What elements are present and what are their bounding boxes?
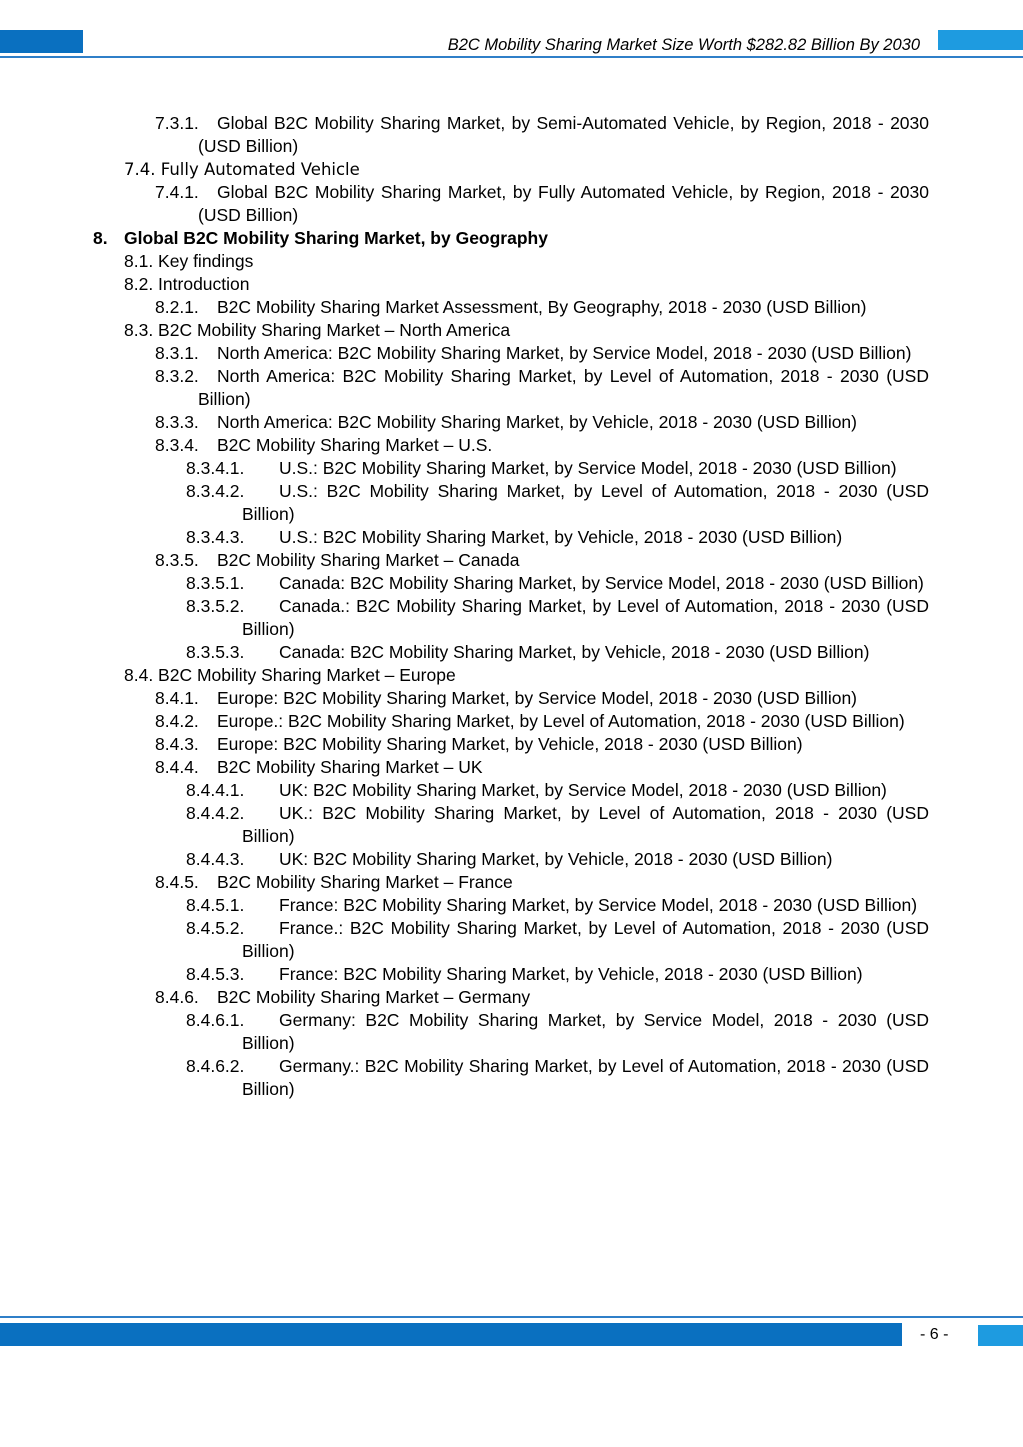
toc-entry-text: U.S.: B2C Mobility Sharing Market, by Level of Automation, 2018 - 2030 (USD Billion)	[242, 481, 929, 524]
toc-entry-text: North America: B2C Mobility Sharing Market, by Service Model, 2018 - 2030 (USD Billion)	[217, 343, 912, 363]
toc-entry	[0, 411, 929, 434]
table-of-contents	[0, 112, 1023, 1101]
toc-entry	[0, 112, 929, 158]
header-accent-left	[0, 30, 83, 53]
toc-entry	[0, 296, 929, 319]
toc-entry-number: 8.4.1.	[155, 688, 199, 708]
toc-entry	[0, 319, 929, 342]
toc-entry-text: B2C Mobility Sharing Market – Germany	[217, 987, 531, 1007]
toc-entry-text: UK: B2C Mobility Sharing Market, by Vehicle, 2018 - 2030 (USD Billion)	[279, 849, 833, 869]
toc-entry-text: Canada: B2C Mobility Sharing Market, by Vehicle, 2018 - 2030 (USD Billion)	[279, 642, 870, 662]
toc-entry	[0, 664, 929, 687]
toc-entry	[0, 641, 929, 664]
toc-entry-text: B2C Mobility Sharing Market – France	[217, 872, 513, 892]
toc-entry-number: 8.4.5.2.	[186, 918, 245, 938]
toc-entry-text: B2C Mobility Sharing Market – Canada	[217, 550, 520, 570]
toc-entry-number: 8.4.5.1.	[186, 895, 245, 915]
toc-entry-number: 8.4.3.	[155, 734, 199, 754]
toc-entry-number: 8.3.4.	[155, 435, 199, 455]
toc-entry-text: 8.1. Key findings	[124, 251, 254, 271]
toc-entry-text: Canada: B2C Mobility Sharing Market, by Service Model, 2018 - 2030 (USD Billion)	[279, 573, 924, 593]
toc-entry-number: 7.4.1.	[155, 182, 199, 202]
toc-entry-text: B2C Mobility Sharing Market – UK	[217, 757, 483, 777]
page-number: - 6 -	[920, 1326, 949, 1343]
toc-entry	[0, 526, 929, 549]
toc-entry	[0, 434, 929, 457]
toc-entry-text: Europe: B2C Mobility Sharing Market, by Service Model, 2018 - 2030 (USD Billion)	[217, 688, 858, 708]
toc-entry	[0, 250, 929, 273]
toc-entry-number: 7.3.1.	[155, 113, 199, 133]
toc-entry-text: Global B2C Mobility Sharing Market, by Geography	[124, 228, 548, 248]
toc-entry-number: 8.3.3.	[155, 412, 199, 432]
toc-entry	[0, 779, 929, 802]
toc-entry	[0, 1009, 929, 1055]
toc-entry-text: Germany.: B2C Mobility Sharing Market, by Level of Automation, 2018 - 2030 (USD Billion)	[242, 1056, 929, 1099]
toc-entry	[0, 227, 929, 250]
footer-rule	[0, 1316, 1023, 1318]
toc-entry-text: Canada.: B2C Mobility Sharing Market, by Level of Automation, 2018 - 2030 (USD Billion)	[242, 596, 929, 639]
toc-entry	[0, 158, 929, 181]
toc-entry	[0, 572, 929, 595]
toc-entry-text: France.: B2C Mobility Sharing Market, by Level of Automation, 2018 - 2030 (USD Billion)	[242, 918, 929, 961]
toc-entry	[0, 342, 929, 365]
toc-entry-number: 8.3.5.3.	[186, 642, 245, 662]
toc-entry	[0, 871, 929, 894]
toc-entry-text: North America: B2C Mobility Sharing Market, by Vehicle, 2018 - 2030 (USD Billion)	[217, 412, 857, 432]
toc-entry-number: 8.4.4.	[155, 757, 199, 777]
toc-entry-number: 8.3.5.1.	[186, 573, 245, 593]
toc-entry	[0, 963, 929, 986]
toc-entry-text: North America: B2C Mobility Sharing Market, by Level of Automation, 2018 - 2030 (USD Billion)	[198, 366, 929, 409]
toc-entry	[0, 181, 929, 227]
toc-entry	[0, 687, 929, 710]
toc-entry-text: UK.: B2C Mobility Sharing Market, by Level of Automation, 2018 - 2030 (USD Billion)	[242, 803, 929, 846]
toc-entry-text: France: B2C Mobility Sharing Market, by Service Model, 2018 - 2030 (USD Billion)	[279, 895, 918, 915]
toc-entry-number: 8.4.5.3.	[186, 964, 245, 984]
toc-entry	[0, 480, 929, 526]
toc-entry-number: 8.	[93, 228, 108, 248]
toc-entry-number: 8.4.4.1.	[186, 780, 245, 800]
toc-entry-text: UK: B2C Mobility Sharing Market, by Service Model, 2018 - 2030 (USD Billion)	[279, 780, 887, 800]
toc-entry-number: 8.3.4.3.	[186, 527, 245, 547]
toc-entry-number: 8.3.2.	[155, 366, 199, 386]
toc-entry	[0, 273, 929, 296]
header-accent-right	[938, 30, 1023, 50]
toc-entry-number: 8.3.5.	[155, 550, 199, 570]
toc-entry-number: 8.3.1.	[155, 343, 199, 363]
toc-entry	[0, 549, 929, 572]
header-rule	[0, 56, 1023, 58]
footer-bar	[0, 1323, 902, 1346]
toc-entry-number: 8.4.4.3.	[186, 849, 245, 869]
toc-entry-text: Global B2C Mobility Sharing Market, by Semi-Automated Vehicle, by Region, 2018 - 2030 (USD Billion)	[198, 113, 929, 156]
toc-entry	[0, 848, 929, 871]
toc-entry-text: 8.4. B2C Mobility Sharing Market – Europe	[124, 665, 456, 685]
toc-entry-text: B2C Mobility Sharing Market Assessment, By Geography, 2018 - 2030 (USD Billion)	[217, 297, 867, 317]
toc-entry	[0, 733, 929, 756]
toc-entry	[0, 917, 929, 963]
toc-entry	[0, 1055, 929, 1101]
toc-entry	[0, 365, 929, 411]
toc-entry	[0, 756, 929, 779]
toc-entry-text: 8.2. Introduction	[124, 274, 250, 294]
toc-entry	[0, 595, 929, 641]
toc-entry-text: Europe.: B2C Mobility Sharing Market, by Level of Automation, 2018 - 2030 (USD Billion)	[217, 711, 905, 731]
toc-entry-number: 8.3.5.2.	[186, 596, 245, 616]
toc-entry-text: U.S.: B2C Mobility Sharing Market, by Service Model, 2018 - 2030 (USD Billion)	[279, 458, 897, 478]
toc-entry-number: 8.3.4.1.	[186, 458, 245, 478]
toc-entry-text: Europe: B2C Mobility Sharing Market, by Vehicle, 2018 - 2030 (USD Billion)	[217, 734, 803, 754]
toc-entry-text: France: B2C Mobility Sharing Market, by Vehicle, 2018 - 2030 (USD Billion)	[279, 964, 863, 984]
toc-entry-text: 8.3. B2C Mobility Sharing Market – North America	[124, 320, 511, 340]
header-title: B2C Mobility Sharing Market Size Worth $282.82 Billion By 2030	[447, 36, 920, 54]
footer-accent-right	[978, 1325, 1023, 1346]
toc-entry-number: 8.4.6.	[155, 987, 199, 1007]
toc-entry-number: 8.4.6.2.	[186, 1056, 245, 1076]
toc-entry-number: 8.4.6.1.	[186, 1010, 245, 1030]
toc-entry	[0, 802, 929, 848]
toc-entry-number: 8.4.5.	[155, 872, 199, 892]
toc-entry-text: Germany: B2C Mobility Sharing Market, by Service Model, 2018 - 2030 (USD Billion)	[242, 1010, 929, 1053]
toc-entry	[0, 986, 929, 1009]
toc-entry-number: 8.3.4.2.	[186, 481, 245, 501]
toc-entry	[0, 457, 929, 480]
toc-entry	[0, 894, 929, 917]
toc-entry-text: Global B2C Mobility Sharing Market, by Fully Automated Vehicle, by Region, 2018 - 2030 (USD Billion)	[198, 182, 929, 225]
toc-entry-number: 8.2.1.	[155, 297, 199, 317]
toc-entry-text: 7.4. Fully Automated Vehicle	[124, 160, 360, 179]
toc-entry-number: 8.4.2.	[155, 711, 199, 731]
toc-entry-text: B2C Mobility Sharing Market – U.S.	[217, 435, 493, 455]
toc-entry-number: 8.4.4.2.	[186, 803, 245, 823]
toc-entry	[0, 710, 929, 733]
toc-entry-text: U.S.: B2C Mobility Sharing Market, by Vehicle, 2018 - 2030 (USD Billion)	[279, 527, 843, 547]
